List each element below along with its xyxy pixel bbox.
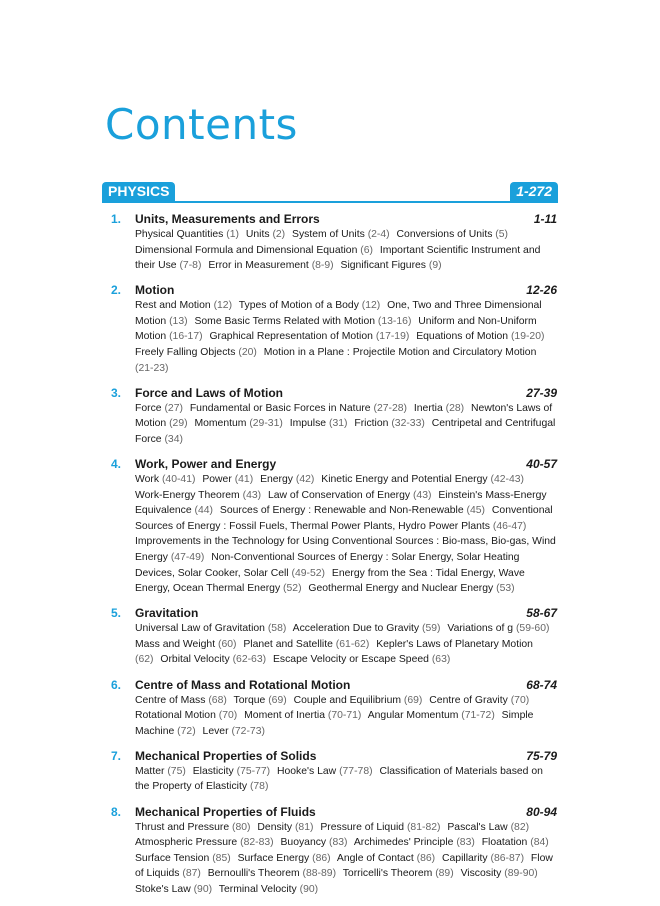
topic-name: Some Basic Terms Related with Motion (194, 315, 376, 327)
topic-item (135, 229, 239, 240)
topic-list (135, 621, 557, 668)
topic-name: Bernoulli's Theorem (207, 868, 300, 880)
chapter-number: 1. (111, 212, 122, 226)
topic-name: Conversions of Units (396, 229, 493, 240)
chapter-entry (111, 385, 557, 448)
chapter-number: 5. (111, 606, 122, 621)
topic-pages: (68) (208, 694, 227, 706)
topic-item (135, 710, 237, 721)
topic-name: Newton's Laws of Motion (135, 402, 553, 430)
topic-name: Escape Velocity or Escape Speed (272, 654, 429, 666)
topic-pages: (2-4) (367, 229, 390, 240)
topic-item (219, 884, 318, 895)
topic-pages: (84) (530, 837, 549, 849)
topic-name: Buoyancy (280, 837, 327, 849)
topic-item (220, 505, 485, 516)
topic-name: Physical Quantities (135, 229, 224, 240)
chapter-number: 3. (111, 385, 122, 400)
topic-name: Pascal's Law (447, 821, 508, 833)
topic-item (308, 583, 514, 594)
topic-name: Mass and Weight (135, 638, 216, 650)
topic-item (135, 403, 183, 414)
chapter-heading (135, 456, 557, 472)
topic-name: Orbital Velocity (160, 654, 230, 666)
topic-pages: (83) (329, 837, 348, 849)
topic-pages: (82) (510, 821, 530, 833)
topic-list (135, 693, 557, 740)
topic-item (135, 639, 236, 650)
topic-pages: (72-73) (231, 725, 265, 737)
topic-name: Uniform and Non-Uniform Motion (135, 315, 537, 343)
topic-pages: (75) (167, 765, 186, 777)
topic-pages: (46-47) (492, 520, 527, 532)
topic-item (273, 654, 450, 665)
topic-name: Power (202, 474, 232, 486)
topic-name: Units (245, 229, 270, 240)
topic-name: Kepler's Laws of Planetary Motion (376, 638, 533, 650)
chapter-heading (135, 804, 557, 820)
topic-item (203, 726, 265, 737)
topic-item (135, 347, 257, 358)
topic-pages: (43) (242, 489, 262, 501)
topic-name: Capillarity (442, 852, 488, 864)
topic-item (202, 474, 253, 485)
topic-name: Kinetic Energy and Potential Energy (321, 474, 488, 486)
topic-name: Acceleration Due to Gravity (292, 623, 420, 635)
topic-name: Centre of Gravity (429, 694, 508, 706)
topic-name: Centripetal and Centrifugal Force (135, 418, 556, 445)
topic-item (243, 639, 369, 650)
topic-name: Angular Momentum (367, 710, 459, 722)
topic-pages: (80) (232, 821, 251, 833)
topic-name: Atmospheric Pressure (135, 837, 238, 849)
topic-pages: (81) (294, 821, 314, 833)
topic-item (238, 853, 331, 864)
topic-item (429, 695, 529, 706)
topic-name: Work-Energy Theorem (135, 489, 240, 501)
topic-name: Density (257, 821, 293, 833)
topic-name: Rest and Motion (135, 300, 211, 312)
topic-pages: (32-33) (391, 418, 425, 430)
chapter-heading (135, 748, 557, 764)
topic-name: Dimensional Formula and Dimensional Equation (135, 244, 358, 256)
topic-list (135, 820, 557, 898)
chapter-title: Centre of Mass and Rotational Motion (135, 677, 351, 692)
chapter-title: Force and Laws of Motion (135, 385, 284, 400)
topic-name: Surface Tension (135, 852, 210, 864)
topic-pages: (1) (226, 229, 239, 240)
topic-name: Freely Falling Objects (135, 347, 236, 359)
topic-item (447, 822, 529, 833)
topic-item (246, 229, 285, 240)
chapter-title: Gravitation (135, 606, 199, 621)
topic-pages: (19-20) (510, 331, 545, 343)
topic-pages: (7-8) (179, 260, 202, 272)
chapter-heading (135, 211, 557, 227)
chapter-entry (111, 804, 557, 898)
topic-item (442, 853, 524, 864)
topic-item (135, 695, 227, 706)
topic-name: Energy (260, 474, 293, 486)
topic-list (135, 298, 557, 376)
topic-item (277, 766, 373, 777)
chapter-number: 4. (111, 457, 122, 472)
chapter-body (135, 804, 557, 898)
chapter-entry (111, 456, 557, 597)
section-page-range: 1-272 (510, 182, 558, 201)
topic-pages: (31) (328, 418, 348, 430)
topic-item (293, 623, 441, 634)
topic-pages: (81-82) (406, 821, 441, 833)
topic-pages: (29) (169, 418, 188, 430)
page-title: Contents (105, 100, 298, 149)
topic-name: Impulse (289, 418, 327, 430)
topic-item (320, 822, 440, 833)
topic-pages: (5) (495, 229, 508, 240)
topic-pages: (16-17) (169, 331, 203, 343)
topic-item (135, 474, 195, 485)
chapter-page-range: 12-26 (526, 283, 557, 298)
topic-name: Equations of Motion (416, 331, 509, 343)
topic-name: Momentum (194, 418, 247, 430)
topic-pages: (72) (177, 725, 196, 737)
chapter-entry (111, 282, 557, 376)
topic-pages: (62) (135, 654, 154, 666)
topic-pages: (29-31) (249, 418, 283, 430)
topic-name: Inertia (413, 402, 443, 414)
topic-name: Hooke's Law (277, 765, 337, 777)
topic-name: Motion in a Plane : Projectile Motion and Circulatory Motion (263, 347, 537, 359)
topic-name: Conventional Sources of Energy : Fossil Fuels, Thermal Power Plants, Hydro Power Plants (135, 505, 553, 532)
chapter-entry (111, 211, 557, 274)
topic-item (257, 822, 313, 833)
topic-item (354, 418, 424, 429)
topic-item (135, 300, 232, 311)
topic-item (341, 260, 442, 271)
topic-name: Law of Conservation of Energy (267, 489, 411, 501)
topic-item (416, 331, 544, 342)
chapter-body (135, 748, 557, 795)
topic-name: Floatation (481, 837, 528, 849)
topic-pages: (9) (428, 260, 442, 272)
topic-pages: (59) (422, 623, 441, 635)
topic-list (135, 227, 557, 274)
topic-item (193, 766, 270, 777)
topic-name: Elasticity (192, 765, 234, 777)
topic-name: Fundamental or Basic Forces in Nature (189, 402, 371, 414)
topic-name: Important Scientific Instrument and their Use (135, 244, 541, 272)
topic-name: Torque (233, 694, 266, 706)
topic-name: Planet and Satellite (243, 638, 333, 650)
chapter-page-range: 80-94 (526, 804, 557, 819)
topic-name: Types of Motion of a Body (238, 300, 359, 312)
topic-name: Einstein's Mass-Energy Equivalence (135, 489, 547, 517)
topic-name: One, Two and Three Dimensional Motion (135, 300, 542, 327)
topic-pages: (27) (164, 402, 183, 414)
topic-pages: (28) (445, 402, 465, 414)
topic-pages: (86) (416, 852, 436, 864)
topic-item (160, 654, 266, 665)
chapter-entry (111, 605, 557, 668)
topic-name: Sources of Energy : Renewable and Non-Renewable (219, 505, 464, 517)
topic-item (268, 490, 431, 501)
topic-item (135, 766, 186, 777)
topic-pages: (85) (212, 852, 231, 864)
topic-name: Significant Figures (340, 260, 427, 272)
topic-pages: (60) (217, 638, 237, 650)
topic-name: Torricelli's Theorem (342, 868, 433, 880)
chapter-page-range: 58-67 (526, 606, 557, 621)
topic-pages: (90) (193, 883, 213, 895)
topic-pages: (78) (249, 781, 269, 793)
topic-name: Pressure of Liquid (320, 821, 405, 833)
topic-pages: (89-90) (504, 868, 538, 880)
chapter-body (135, 456, 557, 597)
topic-item (208, 868, 336, 879)
topic-pages: (12) (213, 300, 233, 312)
topic-item (135, 623, 286, 634)
chapter-body (135, 677, 557, 740)
topic-pages: (8-9) (311, 260, 334, 272)
topic-name: Rotational Motion (135, 710, 216, 722)
topic-item (290, 418, 348, 429)
chapter-page-range: 68-74 (526, 677, 557, 692)
topic-pages: (77-78) (339, 765, 373, 777)
chapter-entry (111, 677, 557, 740)
topic-pages: (58) (267, 623, 287, 635)
topic-pages: (71-72) (461, 710, 495, 722)
chapter-title: Units, Measurements and Errors (135, 212, 320, 226)
topic-pages: (27-28) (373, 402, 407, 414)
topic-item (135, 245, 373, 256)
topic-name: Improvements in the Technology for Using Conventional Sources : Bio-mass, Bio-gas, Wind Energy (135, 536, 556, 563)
topic-item (461, 868, 538, 879)
topic-item (368, 710, 495, 721)
chapter-page-range: 1-11 (533, 212, 557, 226)
topic-name: Force (135, 402, 162, 414)
topic-name: Stoke's Law (135, 883, 191, 895)
topic-name: Friction (354, 418, 389, 430)
topic-name: Energy from the Sea : Tidal Energy, Wave Energy, Ocean Thermal Energy (135, 567, 525, 595)
topic-pages: (42) (295, 474, 315, 486)
topic-pages: (87) (182, 868, 201, 880)
topic-item (194, 316, 411, 327)
topic-pages: (86) (312, 852, 331, 864)
topic-item (321, 474, 524, 485)
chapter-title: Motion (135, 283, 175, 298)
topic-item (135, 490, 261, 501)
topic-pages: (88-89) (302, 868, 337, 880)
topic-item (260, 474, 314, 485)
topic-pages: (13) (169, 315, 188, 327)
topic-item (482, 837, 549, 848)
topic-pages: (17-19) (375, 331, 410, 343)
topic-item (447, 623, 549, 634)
topic-pages: (40-41) (161, 474, 196, 486)
topic-pages: (13-16) (377, 315, 412, 327)
topic-item (281, 837, 348, 848)
topic-list (135, 401, 557, 448)
topic-pages: (89) (435, 868, 454, 880)
chapter-page-range: 75-79 (526, 748, 557, 763)
topic-name: System of Units (292, 229, 365, 240)
topic-name: Flow of Liquids (135, 852, 553, 880)
chapter-body (135, 211, 557, 274)
topic-item (343, 868, 454, 879)
topic-pages: (12) (361, 300, 381, 312)
topic-item (135, 822, 251, 833)
topic-pages: (70) (218, 710, 238, 722)
topic-pages: (43) (412, 489, 432, 501)
topic-list (135, 472, 557, 597)
topic-pages: (34) (164, 433, 183, 445)
topic-item (337, 853, 435, 864)
topic-pages: (2) (272, 229, 286, 240)
chapter-heading (135, 677, 557, 693)
topic-name: Angle of Contact (336, 852, 414, 864)
topic-name: Centre of Mass (135, 694, 206, 706)
topic-name: Non-Conventional Sources of Energy : Solar Energy, Solar Heating Devices, Solar Cooker, Solar Cell (135, 552, 520, 579)
chapter-entry (111, 748, 557, 795)
topic-name: Moment of Inertia (244, 710, 325, 722)
topic-item (414, 403, 464, 414)
topic-name: Couple and Equilibrium (293, 694, 402, 706)
topic-item (292, 229, 390, 240)
chapter-title: Mechanical Properties of Fluids (135, 804, 316, 819)
chapter-body (135, 385, 557, 448)
topic-pages: (45) (466, 505, 486, 517)
chapter-number: 7. (111, 748, 122, 763)
chapter-list (111, 211, 557, 906)
chapter-number: 8. (111, 804, 122, 819)
topic-item (135, 837, 274, 848)
topic-pages: (42-43) (490, 474, 525, 486)
topic-pages: (6) (360, 244, 373, 256)
topic-name: Terminal Velocity (218, 883, 297, 895)
chapter-heading (135, 282, 557, 298)
chapter-body (135, 605, 557, 668)
topic-name: Classification of Materials based on the Property of Elasticity (135, 765, 543, 793)
topic-pages: (49-52) (291, 567, 326, 579)
topic-pages: (61-62) (335, 638, 370, 650)
topic-pages: (70) (510, 694, 530, 706)
chapter-heading (135, 605, 557, 621)
topic-item (239, 300, 381, 311)
topic-pages: (53) (496, 583, 515, 595)
topic-pages: (44) (194, 505, 213, 517)
topic-pages: (59-60) (515, 623, 550, 635)
chapter-page-range: 27-39 (526, 385, 557, 400)
topic-name: Thrust and Pressure (135, 821, 230, 833)
section-name: PHYSICS (102, 182, 175, 201)
topic-pages: (86-87) (490, 852, 525, 864)
topic-item (135, 884, 212, 895)
topic-item (244, 710, 361, 721)
chapter-title: Mechanical Properties of Solids (135, 748, 317, 763)
topic-pages: (62-63) (232, 654, 267, 666)
topic-name: Work (135, 474, 160, 486)
topic-name: Error in Measurement (208, 260, 309, 272)
topic-pages: (83) (456, 837, 475, 849)
topic-pages: (21-23) (135, 362, 169, 374)
topic-name: Lever (202, 725, 229, 737)
topic-list (135, 764, 557, 795)
topic-item (234, 695, 287, 706)
topic-pages: (52) (283, 583, 302, 595)
topic-item (354, 837, 475, 848)
topic-name: Archimedes' Principle (353, 837, 454, 849)
chapter-number: 6. (111, 677, 122, 692)
topic-pages: (63) (431, 654, 451, 666)
topic-name: Viscosity (460, 868, 502, 880)
topic-name: Variations of g (447, 623, 514, 635)
topic-item (190, 403, 407, 414)
topic-item (135, 853, 231, 864)
chapter-title: Work, Power and Energy (135, 457, 277, 472)
topic-item (294, 695, 423, 706)
topic-item (397, 229, 508, 240)
topic-pages: (82-83) (240, 837, 274, 849)
topic-name: Universal Law of Gravitation (135, 623, 265, 635)
topic-item (194, 418, 282, 429)
topic-item (209, 331, 409, 342)
topic-item (208, 260, 333, 271)
topic-pages: (75-77) (236, 765, 271, 777)
topic-pages: (20) (238, 347, 257, 359)
topic-name: Surface Energy (237, 852, 310, 864)
topic-name: Matter (135, 765, 165, 777)
chapter-body (135, 282, 557, 376)
chapter-number: 2. (111, 283, 122, 298)
topic-name: Simple Machine (135, 710, 534, 737)
section-header (102, 182, 558, 203)
topic-pages: (47-49) (170, 552, 205, 563)
topic-pages: (41) (234, 474, 254, 486)
topic-pages: (69) (403, 694, 423, 706)
topic-pages: (69) (268, 694, 287, 706)
chapter-page-range: 40-57 (526, 457, 557, 472)
topic-pages: (70-71) (327, 710, 362, 722)
topic-pages: (90) (299, 883, 319, 895)
topic-name: Geothermal Energy and Nuclear Energy (308, 583, 494, 595)
topic-name: Graphical Representation of Motion (209, 331, 373, 343)
chapter-heading (135, 385, 557, 401)
